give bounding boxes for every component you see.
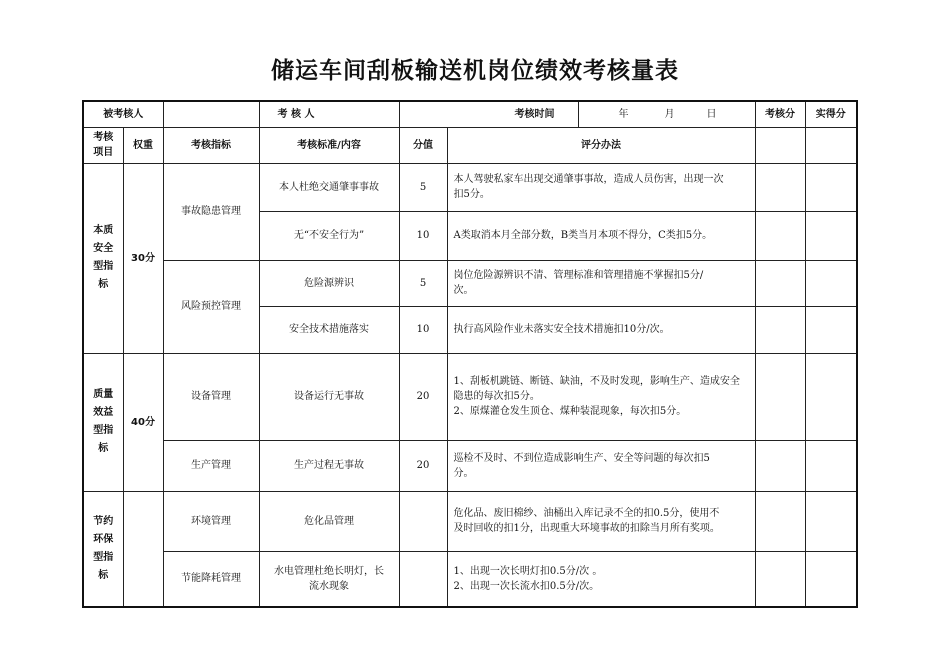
category-line: 质量 [93,389,114,400]
standard-cell: 无“不安全行为” [259,211,399,260]
assessment-date-cell[interactable] [514,101,755,127]
method-line: 隐患的每次扣5分。 [453,391,540,402]
col-header-item-line1: 考核 [93,132,114,143]
actual-score-cell[interactable] [805,551,857,607]
indicator-equipment: 设备管理 [163,353,259,440]
method-cell [447,163,755,211]
score-cell[interactable] [755,260,805,306]
category-line: 环保 [93,533,114,545]
actual-score-cell[interactable] [805,260,857,306]
indicator-risk: 风险预控管理 [163,260,259,353]
category-line: 安全 [93,243,114,254]
assessee-value-cell[interactable] [163,101,259,127]
method-line: 扣5分。 [453,189,490,200]
category-environment [83,491,123,607]
category-line: 标 [98,279,109,290]
score-cell[interactable] [755,551,805,607]
standard-cell: 设备运行无事故 [259,353,399,440]
category-line: 本质 [93,225,114,236]
standard-cell: 本人杜绝交通肇事事故 [259,163,399,211]
method-line: 本人驾驶私家车出现交通肇事事故，造成人员伤害，出现一次 [453,174,724,185]
score-label: 考核分 [755,101,805,127]
score-cell[interactable] [755,211,805,260]
col-header-item [83,127,123,163]
method-line: 分。 [453,467,474,479]
actual-score-cell[interactable] [805,353,857,440]
method-cell [447,491,755,551]
col-header-item-line2: 项目 [93,147,114,158]
col-header-points: 分值 [399,127,447,163]
actual-score-label: 实得分 [805,101,857,127]
col-header-actual-blank [805,127,857,163]
indicator-hazard: 事故隐患管理 [163,163,259,260]
weight-safety: 30分 [123,163,163,353]
method-cell [447,440,755,491]
method-line: 巡检不及时、不到位造成影响生产、安全等问题的每次扣5 [453,452,710,464]
method-line: 2、出现一次长流水扣0.5分/次。 [453,580,600,592]
actual-score-cell[interactable] [805,306,857,353]
score-cell[interactable] [755,163,805,211]
col-header-score-blank [755,127,805,163]
category-line: 节约 [93,515,114,527]
date-day: 日 [706,109,717,120]
method-line: 1、出现一次长明灯扣0.5分/次 。 [453,565,603,577]
actual-score-cell[interactable] [805,491,857,551]
category-line: 型指 [93,261,114,272]
date-month: 月 [664,109,675,120]
points-cell [399,551,447,607]
assessor-label: 考 核 人 [259,101,399,127]
date-year: 年 [618,109,629,120]
standard-cell: 危化品管理 [259,491,399,551]
method-line: 1、刮板机跳链、断链、缺油，不及时发现，影响生产、造成安全 [453,376,740,387]
score-cell[interactable] [755,353,805,440]
method-line: 及时回收的扣1分，出现重大环境事故的扣除当月所有奖项。 [453,523,720,534]
assessee-label: 被考核人 [83,101,163,127]
points-cell [399,491,447,551]
score-cell[interactable] [755,440,805,491]
actual-score-cell[interactable] [805,211,857,260]
points-cell: 20 [399,353,447,440]
points-cell: 10 [399,211,447,260]
category-quality [83,353,123,491]
indicator-env-mgmt: 环境管理 [163,491,259,551]
col-header-indicator: 考核指标 [163,127,259,163]
category-safety [83,163,123,353]
method-line: 2、原煤灌仓发生顶仓、煤种装混现象，每次扣5分。 [453,406,687,417]
weight-environment [123,491,163,607]
time-label-inline: 考核时间 [514,109,555,120]
method-line: 岗位危险源辨识不清、管理标准和管理措施不掌握扣5分/ [453,270,704,281]
indicator-energy: 节能降耗管理 [163,551,259,607]
method-line: 次。 [453,285,474,296]
standard-line: 水电管理杜绝长明灯，长 [274,565,384,577]
points-cell: 5 [399,163,447,211]
col-header-standard: 考核标准/内容 [259,127,399,163]
score-cell[interactable] [755,491,805,551]
category-line: 型指 [93,551,114,563]
assessment-table [82,100,858,608]
standard-cell: 危险源辨识 [259,260,399,306]
actual-score-cell[interactable] [805,163,857,211]
points-cell: 5 [399,260,447,306]
standard-cell [259,551,399,607]
method-cell [447,260,755,306]
score-cell[interactable] [755,306,805,353]
standard-cell: 安全技术措施落实 [259,306,399,353]
points-cell: 10 [399,306,447,353]
method-cell: A类取消本月全部分数，B类当月本项不得分，C类扣5分。 [447,211,755,260]
category-line: 标 [98,443,109,454]
page-title: 储运车间刮板输送机岗位绩效考核量表 [271,58,679,84]
method-cell: 执行高风险作业未落实安全技术措施扣10分/次。 [447,306,755,353]
standard-line: 流水现象 [309,580,349,592]
indicator-production: 生产管理 [163,440,259,491]
category-line: 标 [98,569,109,581]
weight-quality: 40分 [123,353,163,491]
col-header-method: 评分办法 [447,127,755,163]
category-line: 型指 [93,425,114,436]
method-cell [447,551,755,607]
col-header-weight: 权重 [123,127,163,163]
points-cell: 20 [399,440,447,491]
method-line: 危化品、废旧棉纱、油桶出入库记录不全的扣0.5分，使用不 [453,508,720,519]
actual-score-cell[interactable] [805,440,857,491]
method-cell [447,353,755,440]
category-line: 效益 [93,407,114,418]
standard-cell: 生产过程无事故 [259,440,399,491]
